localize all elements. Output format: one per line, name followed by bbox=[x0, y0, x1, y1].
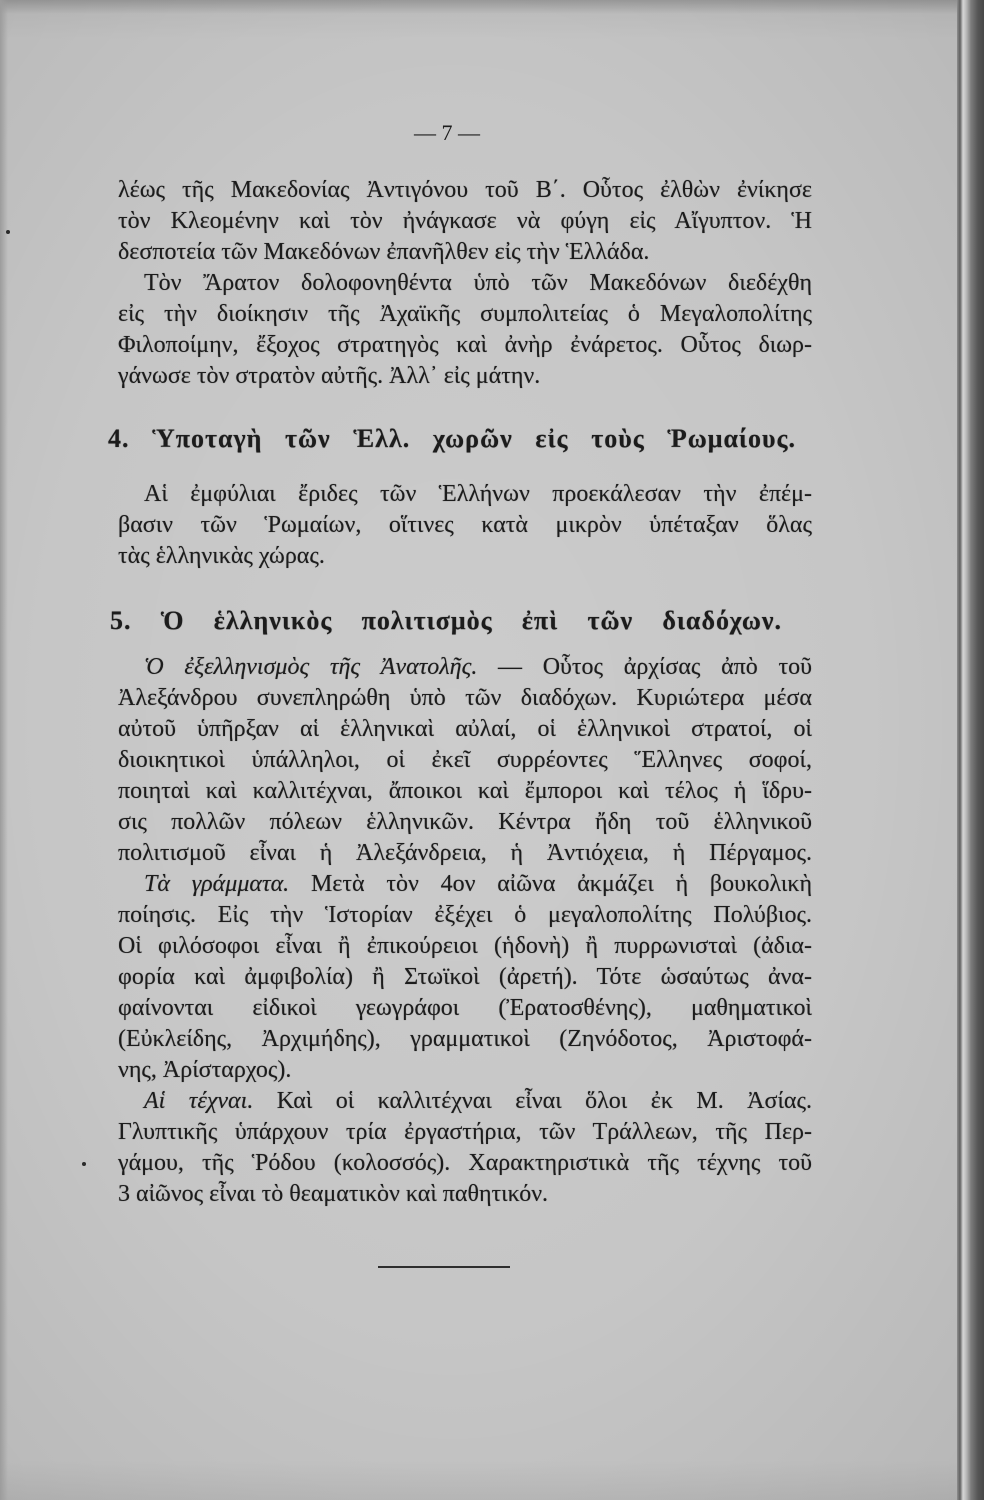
paragraph-line: δεσποτεία τῶν Μακεδόνων ἐπανῆλθεν εἰς τὴν Ἑλλάδα. bbox=[118, 239, 650, 265]
paragraph-line: αὐτοῦ ὑπῆρξαν αἱ ἑλληνικαὶ αὐλαί, οἱ ἑλληνικοὶ στρατοί, οἱ bbox=[118, 716, 812, 742]
paragraph-line: Ἀλεξάνδρου συνεπληρώθη ὑπὸ τῶν διαδόχων. Κυριώτερα μέσα bbox=[118, 685, 812, 711]
paragraph-line: διοικητικοὶ ὑπάλληλοι, οἱ ἐκεῖ συρρέοντες Ἕλληνες σοφοί, bbox=[118, 747, 812, 773]
page-left-edge bbox=[0, 0, 8, 1500]
paragraph-line: ποιηταὶ καὶ καλλιτέχναι, ἄποικοι καὶ ἔμποροι καὶ τέλος ἡ ἵδρυ- bbox=[118, 778, 812, 804]
end-rule bbox=[378, 1266, 510, 1268]
paragraph-line: εἰς τὴν διοίκησιν τῆς Ἀχαϊκῆς συμπολιτείας ὁ Μεγαλοπολίτης bbox=[118, 301, 812, 327]
book-binding-edge bbox=[957, 0, 984, 1500]
italic-lead: Ὁ ἐξελληνισμὸς τῆς Ἀνατολῆς. bbox=[144, 654, 478, 680]
paragraph-line: Γλυπτικῆς ὑπάρχουν τρία ἐργαστήρια, τῶν Τράλλεων, τῆς Περ- bbox=[118, 1119, 812, 1145]
page-number: — 7 — bbox=[414, 120, 480, 145]
line-text: Μετὰ τὸν 4ον αἰῶνα ἀκμάζει ἡ βουκολικὴ bbox=[310, 871, 812, 897]
paragraph-line: (Εὐκλείδης, Ἀρχιμήδης), γραμματικοὶ (Ζηνόδοτος, Ἀριστοφά- bbox=[118, 1026, 812, 1052]
paragraph-line: Οἱ φιλόσοφοι εἶναι ἢ ἐπικούρειοι (ἡδονὴ) ἢ πυρρωνισταὶ (ἀδια- bbox=[118, 933, 812, 959]
paragraph-1 bbox=[118, 175, 812, 392]
paragraph-line: βασιν τῶν Ῥωμαίων, οἵτινες κατὰ μικρὸν ὑπέταξαν ὅλας bbox=[118, 512, 812, 538]
paragraph-line bbox=[118, 869, 812, 900]
page-top-shadow bbox=[0, 0, 984, 14]
ink-speck bbox=[82, 1162, 86, 1166]
paragraph-line: πολιτισμοῦ εἶναι ἡ Ἀλεξάνδρεια, ἡ Ἀντιόχεια, ἡ Πέργαμος. bbox=[118, 840, 812, 866]
paragraph-line: φαίνονται εἰδικοὶ γεωγράφοι (Ἐρατοσθένης), μαθηματικοὶ bbox=[118, 995, 812, 1021]
section-number: 5. bbox=[110, 606, 132, 635]
paragraph-line: Τὸν Ἄρατον δολοφονηθέντα ὑπὸ τῶν Μακεδόνων διεδέχθη bbox=[144, 270, 812, 296]
paragraph-line: Αἱ ἐμφύλιαι ἔριδες τῶν Ἑλλήνων προεκάλεσαν τὴν ἐπέμ- bbox=[144, 481, 812, 507]
line-text: Καὶ οἱ καλλιτέχναι εἶναι ὅλοι ἐκ Μ. Ἀσίας. bbox=[276, 1088, 812, 1114]
section-heading-5 bbox=[110, 604, 782, 638]
line-text: — Οὗτος ἀρχίσας ἀπὸ τοῦ bbox=[498, 654, 812, 680]
paragraph-line: τὰς ἑλληνικὰς χώρας. bbox=[118, 543, 325, 569]
paragraph-line: νης, Ἀρίσταρχος). bbox=[118, 1057, 292, 1083]
italic-lead: Αἱ τέχναι. bbox=[144, 1088, 254, 1114]
italic-lead: Τὰ γράμματα. bbox=[144, 871, 290, 897]
paragraph-line: τὸν Κλεομένην καὶ τὸν ἠνάγκασε νὰ φύγη εἰς Αἴγυπτον. Ἡ bbox=[118, 208, 812, 234]
paragraph-line: 3 αἰῶνος εἶναι τὸ θεαματικὸν καὶ παθητικόν. bbox=[118, 1181, 549, 1207]
section-number: 4. bbox=[108, 424, 130, 453]
ink-speck bbox=[6, 230, 10, 234]
paragraph-line: φορία καὶ ἀμφιβολία) ἢ Στωϊκοὶ (ἀρετή). Τότε ὡσαύτως ἀνα- bbox=[118, 964, 812, 990]
paragraph-line bbox=[118, 1086, 812, 1117]
paragraph-line: Φιλοποίμην, ἔξοχος στρατηγὸς καὶ ἀνὴρ ἐνάρετος. Οὗτος διωρ- bbox=[118, 332, 812, 358]
paragraph-line: σις πολλῶν πόλεων ἑλληνικῶν. Κέντρα ἤδη τοῦ ἑλληνικοῦ bbox=[118, 809, 812, 835]
paragraph-line: ποίησις. Εἰς τὴν Ἱστορίαν ἐξέχει ὁ μεγαλοπολίτης Πολύβιος. bbox=[118, 902, 812, 928]
section-5-body bbox=[118, 652, 812, 1210]
section-4-paragraph bbox=[118, 479, 812, 572]
paragraph-line: γάνωσε τὸν στρατὸν αὐτῆς. Ἀλλ᾽ εἰς μάτην. bbox=[118, 363, 541, 389]
paragraph-line: λέως τῆς Μακεδονίας Ἀντιγόνου τοῦ Β΄. Οὗτος ἐλθὼν ἐνίκησε bbox=[118, 177, 812, 203]
section-title: Ὁ ἑλληνικὸς πολιτισμὸς ἐπὶ τῶν διαδόχων. bbox=[160, 606, 783, 635]
paragraph-line bbox=[118, 652, 812, 683]
section-heading-4 bbox=[108, 422, 796, 456]
paragraph-line: γάμου, τῆς Ῥόδου (κολοσσός). Χαρακτηριστικὰ τῆς τέχνης τοῦ bbox=[118, 1150, 812, 1176]
section-title: Ὑποταγὴ τῶν Ἑλλ. χωρῶν εἰς τοὺς Ῥωμαίους. bbox=[152, 424, 796, 453]
